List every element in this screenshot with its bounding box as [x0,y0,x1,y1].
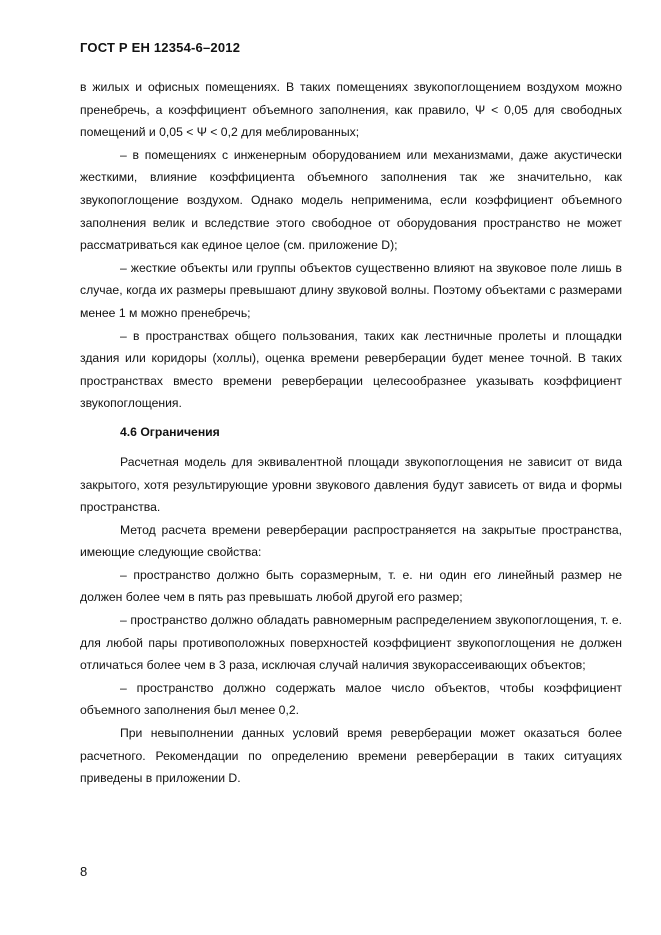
paragraph: – пространство должно быть соразмерным, т. е. ни один его линейный размер не должен более чем в пять раз превышать любой другой его размер; [80,567,622,605]
paragraph: – в пространствах общего пользования, таких как лестничные пролеты и площадки здания или коридоры (холлы), оценка времени реверберации будет менее точной. В таких пространствах вместо времени реверберации целесообразнее указывать коэффициент звукопоглощения. [80,328,622,411]
paragraph: Расчетная модель для эквивалентной площади звукопоглощения не зависит от вида закрытого, хотя результирующие уровни звукового давления будут зависеть от вида и формы пространства. [80,454,622,515]
paragraph: – пространство должно обладать равномерным распределением звукопоглощения, т. е. для любой пары противоположных поверхностей коэффициент звукопоглощения не должен отличаться более чем в 3 раза, исключая случай наличия звукорассеивающих объектов; [80,613,622,673]
paragraph: Метод расчета времени реверберации распространяется на закрытые пространства, имеющие следующие свойства: [80,522,622,560]
paragraph: При невыполнении данных условий время реверберации может оказаться более расчетного. Рекомендации по определению времени реверберации в таких ситуациях приведены в приложении D. [80,726,622,786]
document-header: ГОСТ Р ЕН 12354-6–2012 [80,40,241,55]
document-body [80,76,622,790]
paragraph: – в помещениях с инженерным оборудованием или механизмами, даже акустически жесткими, влияние коэффициента объемного заполнения так же значительно, как звукопоглощение воздухом. Однако модель неприменима, если коэффициент объемного заполнения велик и вследствие этого свободное от оборудования пространство не может рассматриваться как единое целое (см. приложение D); [80,147,622,253]
page-number: 8 [80,864,88,879]
paragraph: в жилых и офисных помещениях. В таких помещениях звукопоглощением воздухом можно пренебречь, а коэффициент объемного заполнения, как правило, Ψ < 0,05 для свободных помещений и 0,05 < Ψ < 0,2 для меблированных; [80,80,622,140]
section-heading: 4.6 Ограничения [120,424,220,439]
paragraph: – жесткие объекты или группы объектов существенно влияют на звуковое поле лишь в случае, когда их размеры превышают длину звуковой волны. Поэтому объектами с размерами менее 1 м можно пренебречь; [80,260,622,320]
paragraph: – пространство должно содержать малое число объектов, чтобы коэффициент объемного заполнения был менее 0,2. [80,680,622,718]
